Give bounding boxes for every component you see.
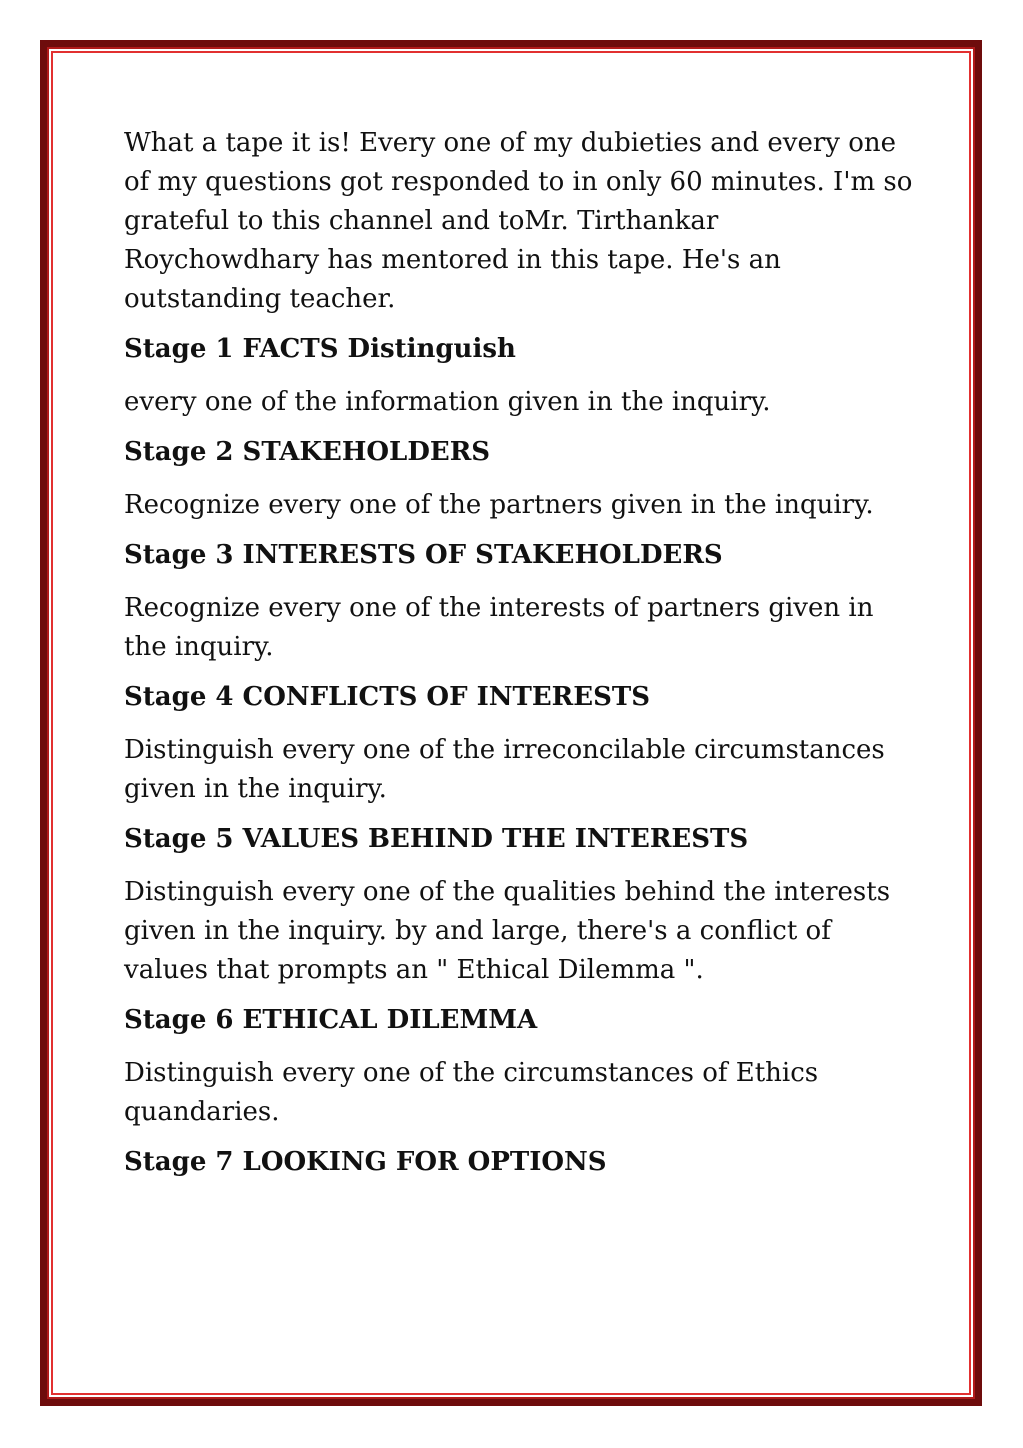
- stage-1-heading: Stage 1 FACTS Distinguish: [124, 334, 516, 364]
- stage-1-body: every one of the information given in the inquiry.: [124, 387, 771, 417]
- stage-5-heading: Stage 5 VALUES BEHIND THE INTERESTS: [124, 824, 749, 854]
- stage-3-body: Recognize every one of the interests of partners given in the inquiry.: [124, 593, 874, 662]
- stage-5-body: Distinguish every one of the qualities behind the interests given in the inquiry. by and large, there's a conflict of values that prompts an " Ethical Dilemma ".: [124, 877, 891, 985]
- stage-3-heading: Stage 3 INTERESTS OF STAKEHOLDERS: [124, 540, 723, 570]
- stage-6-heading: Stage 6 ETHICAL DILEMMA: [124, 1005, 538, 1035]
- stage-4-body: Distinguish every one of the irreconcilable circumstances given in the inquiry.: [124, 735, 885, 804]
- intro-paragraph: What a tape it is! Every one of my dubieties and every one of my questions got responded to in only 60 minutes. I'm so grateful to this channel and toMr. Tirthankar Roychowdhary has mentored in this tape. He's an outstanding teacher.: [124, 128, 913, 314]
- stage-2-body: Recognize every one of the partners given in the inquiry.: [124, 490, 874, 520]
- document-body: [124, 124, 914, 1196]
- stage-2-heading: Stage 2 STAKEHOLDERS: [124, 437, 491, 467]
- stage-7-heading: Stage 7 LOOKING FOR OPTIONS: [124, 1147, 607, 1177]
- stage-6-body: Distinguish every one of the circumstances of Ethics quandaries.: [124, 1058, 819, 1127]
- stage-4-heading: Stage 4 CONFLICTS OF INTERESTS: [124, 682, 651, 712]
